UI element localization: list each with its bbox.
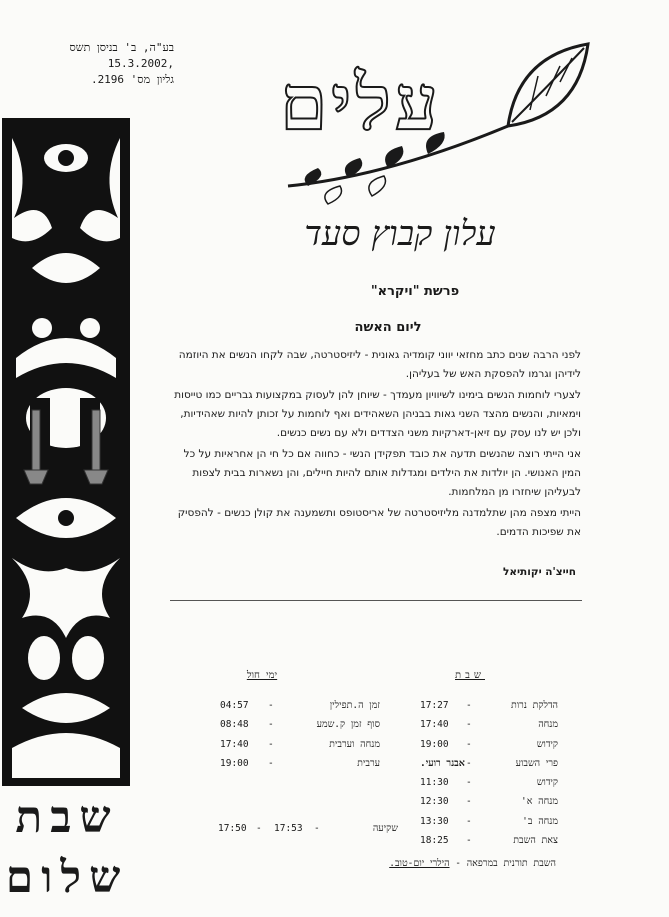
schedule-row: 13:30 - מנחה ב' xyxy=(420,815,558,827)
duty-note xyxy=(296,858,556,869)
shabbat-shalom-line1: שבת xyxy=(15,792,119,843)
schedule-row: 19:00 - קידוש xyxy=(420,738,558,750)
article-title: ליום האשה xyxy=(354,320,422,335)
issue-number: גליון מס' 2196. xyxy=(90,73,174,86)
schedule-row: 11:30 - קידוש xyxy=(420,777,558,789)
shabbat-schedule-title: שבת xyxy=(455,670,485,681)
sunset-label: שקיעה xyxy=(372,823,398,834)
duty-note-text: השבת תורנית במרפאה - xyxy=(455,858,556,869)
section-divider xyxy=(170,600,582,601)
logo-word: עלים xyxy=(280,58,442,147)
article-paragraph: לצערי לוחמות הנשים בימינו לשיוויון מעמדך - שיוחן להן לעסוק במקצועות גבריים כמו טייסות וימאיות, והנשים מהצד השני גאות בבניהן השאהידים ואף לוחמות על זכותן להיות שאהידיות, ולכן יש לנו עסק עם זיאן-דארקיות משני הצדדים ולא עם נשים כנשים. xyxy=(174,389,581,439)
issue-date-hebrew: בע"ה, ב' בניסן תשס xyxy=(69,41,174,54)
article-paragraph: אני הייתי רוצה שהנשים תדעה את כובד תפקידן הנשי - כחווה אם כל חי הן אחראיות על כל המין האנושי. הן יולדות את הילדים ומגדלות אותם להיות חיילים, והן נשארות בבית לצפות לבעליהן שיחזרו מן המלחמות. xyxy=(183,448,581,498)
newsletter-subtitle: עלון קבוץ סעד xyxy=(304,214,496,254)
weekday-schedule-title: ימי חול xyxy=(246,670,278,681)
schedule-row: 08:48 - סוף זמן ק.שמע xyxy=(220,719,380,731)
schedule-row: 18:25 - צאת השבת xyxy=(420,835,558,847)
duty-note-name: הילרי יום-טוב. xyxy=(389,858,450,869)
schedule-row: אבנר רועי. - פרי השבוע xyxy=(420,757,558,769)
papercut-ornament xyxy=(2,118,130,786)
parasha-heading: פרשת "ויקרא" xyxy=(370,284,460,299)
article-signature: חייצ'ה יקותיאל xyxy=(502,566,576,578)
schedule-row: 04:57 - זמן ה.תפילין xyxy=(220,700,380,711)
schedule-row: 17:40 - מנחה xyxy=(420,719,558,731)
article-paragraph: הייתי מצפה מהן שתלמדנה מליזיסטרטה של אריסטופס ותשמענה את קולן כנשים - להפסיק את שפיכות הדמים. xyxy=(177,507,581,538)
issue-header xyxy=(14,40,174,88)
schedule-row: 17:40 - מנחה וערבית xyxy=(220,738,380,750)
sunset-time-end: 17:50 xyxy=(218,823,247,834)
sunset-time-start: 17:53 xyxy=(274,823,303,834)
article-paragraph: לפני הרבה שנים כתב מחזאי יווני קומדיה גאונית - ליזיסטרטה, שבה לקחו הנשים את היוזמה לידיהן וגרמו להפסקת האש של בעליהן. xyxy=(178,349,581,380)
schedule-row: 17:27 - הדלקת נרות xyxy=(420,700,558,711)
article-body xyxy=(165,346,581,544)
issue-date-gregorian: ,15.3.2002 xyxy=(107,57,174,70)
shabbat-shalom-line2: שלום xyxy=(5,852,129,903)
shabbat-schedule xyxy=(420,700,558,854)
weekday-schedule xyxy=(220,700,380,777)
sunset-row: 17:50 - 17:53 - שקיעה xyxy=(218,823,398,834)
schedule-row: 19:00 - ערבית xyxy=(220,757,380,769)
schedule-row: 12:30 - מנחה א' xyxy=(420,796,558,808)
